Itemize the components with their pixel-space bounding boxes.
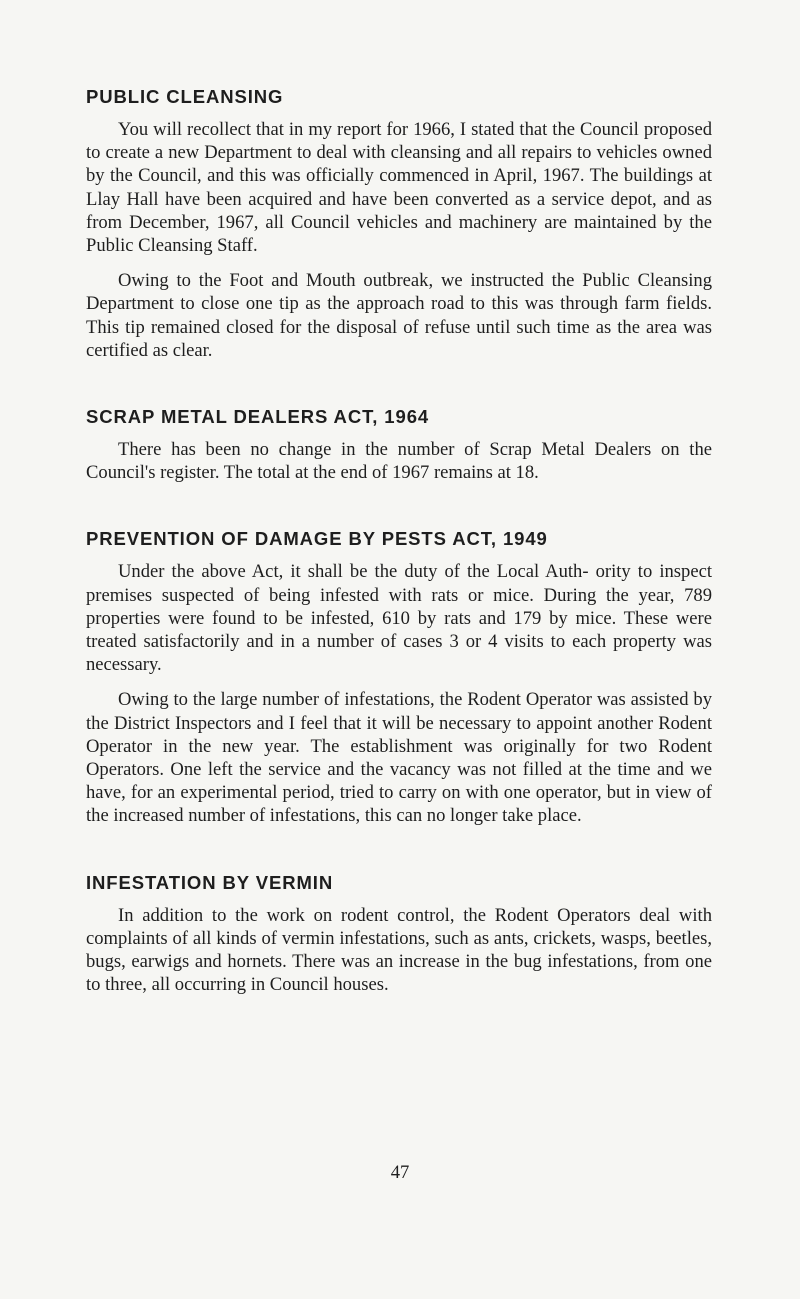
paragraph: Owing to the Foot and Mouth outbreak, we instructed the Public Cleansing Department to close one tip as the approach road to this was through farm fields. This tip remained closed for the disposal of refuse until such time as the area was certified as clear. bbox=[86, 270, 712, 361]
section-heading: SCRAP METAL DEALERS ACT, 1964 bbox=[86, 406, 430, 428]
section-heading: PREVENTION OF DAMAGE BY PESTS ACT, 1949 bbox=[86, 528, 548, 550]
section-heading: INFESTATION BY VERMIN bbox=[86, 871, 334, 893]
paragraph: You will recollect that in my report for 1966, I stated that the Council proposed to create a new Department to deal with cleansing and all repairs to vehicles owned by the Council, and this was officially commenced in April, 1967. The buildings at Llay Hall have been acquired and have been converted as a service depot, and as from December, 1967, all Council vehicles and machinery are maintained by the Public Cleansing Staff. bbox=[86, 119, 712, 257]
section-public-cleansing bbox=[86, 84, 712, 362]
paragraph: In addition to the work on rodent control, the Rodent Operators deal with complaints of all kinds of vermin infestations, such as ants, crickets, wasps, beetles, bugs, earwigs and hornets. There was an increase in the bug infestations, from one to three, all occurring in Council houses. bbox=[86, 904, 712, 996]
section-heading: PUBLIC CLEANSING bbox=[86, 86, 284, 107]
paragraph: Under the above Act, it shall be the duty of the Local Auth- ority to inspect premises suspected of being infested with rats or mice. During the year, 789 properties were found to be infested, 610 by rats and 179 by mice. These were treated satisfactorily and in a number of cases 3 or 4 visits to each property was necessary. bbox=[86, 561, 712, 676]
page-number: 47 bbox=[390, 1162, 410, 1183]
paragraph: Owing to the large number of infestations, the Rodent Operator was assisted by the District Inspectors and I feel that it will be necessary to appoint another Rodent Operator in the new year. The establishment was originally for two Rodent Operators. One left the service and the vacancy was not filled at the time and we have, for an experimental period, tried to carry on with one operator, but in view of the increased number of infestations, this can no longer take place. bbox=[86, 689, 712, 827]
section-spacer bbox=[86, 840, 712, 870]
section-prevention-of-damage-by-pests bbox=[86, 526, 712, 827]
document-body bbox=[86, 84, 712, 1008]
section-scrap-metal-dealers bbox=[86, 404, 712, 484]
section-spacer bbox=[86, 374, 712, 404]
section-infestation-by-vermin bbox=[86, 870, 712, 997]
paragraph: There has been no change in the number of Scrap Metal Dealers on the Council's register. The total at the end of 1967 remains at 18. bbox=[86, 439, 712, 484]
section-spacer bbox=[86, 496, 712, 526]
